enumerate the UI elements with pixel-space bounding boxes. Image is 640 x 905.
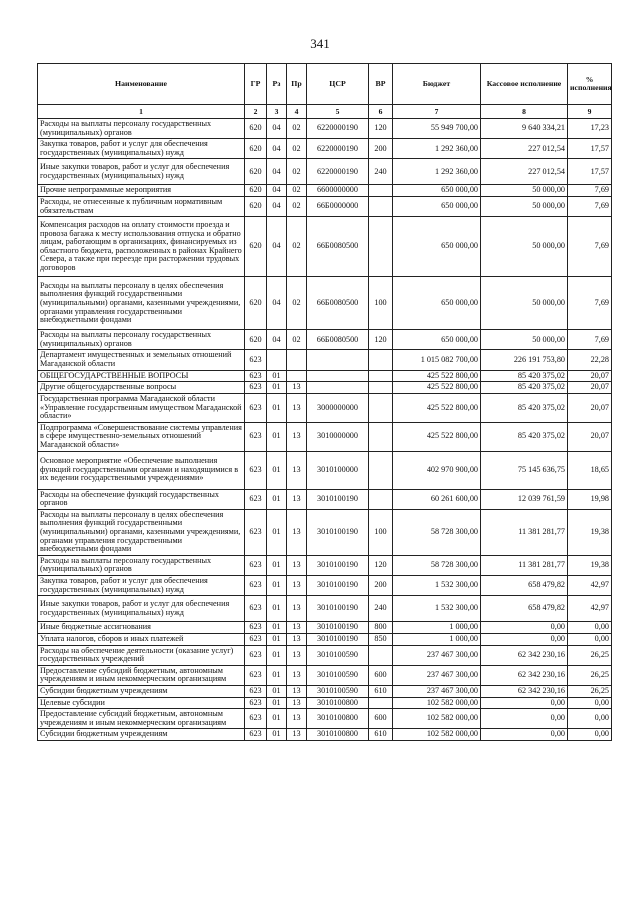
cell-name: Расходы на выплаты персоналу в целях обеспечения выполнения функций государственными (муниципальными) органами, казенными учреждениями, органами управления государственными внебюджетными фондами	[38, 509, 245, 555]
cell-csr: 3010100590	[307, 645, 369, 665]
cell-pr	[287, 370, 307, 382]
table-row	[38, 185, 612, 197]
cell-pr: 13	[287, 422, 307, 451]
cell-pr: 13	[287, 489, 307, 509]
cell-gr: 623	[245, 509, 267, 555]
cell-cash: 227 012,54	[481, 159, 568, 185]
cell-name: Иные бюджетные ассигнования	[38, 622, 245, 634]
cell-rz: 01	[267, 382, 287, 394]
cell-name: Иные закупки товаров, работ и услуг для обеспечения государственных (муниципальных) нужд	[38, 596, 245, 622]
cell-csr: 3010100590	[307, 665, 369, 685]
cell-rz: 01	[267, 709, 287, 729]
cell-gr: 620	[245, 277, 267, 330]
cell-gr: 623	[245, 555, 267, 575]
cell-rz: 01	[267, 697, 287, 709]
col-number: 7	[393, 105, 481, 119]
cell-csr: 66Б0000000	[307, 197, 369, 217]
cell-cash: 0,00	[481, 729, 568, 741]
cell-cash: 85 420 375,02	[481, 382, 568, 394]
cell-csr: 6220000190	[307, 119, 369, 139]
cell-pct: 19,98	[568, 489, 612, 509]
cell-pct: 17,57	[568, 139, 612, 159]
cell-gr: 620	[245, 217, 267, 277]
col-header-csr: ЦСР	[307, 64, 369, 105]
cell-csr: 3010100800	[307, 709, 369, 729]
cell-csr: 6220000190	[307, 159, 369, 185]
table-row	[38, 330, 612, 350]
cell-cash: 85 420 375,02	[481, 370, 568, 382]
table-row	[38, 685, 612, 697]
table-row	[38, 350, 612, 370]
cell-csr: 3010100190	[307, 633, 369, 645]
cell-vr	[369, 382, 393, 394]
cell-budget: 1 292 360,00	[393, 159, 481, 185]
cell-cash: 0,00	[481, 633, 568, 645]
cell-gr: 620	[245, 119, 267, 139]
cell-cash: 658 479,82	[481, 596, 568, 622]
cell-pct: 20,07	[568, 382, 612, 394]
cell-rz: 04	[267, 277, 287, 330]
table-body	[38, 119, 612, 741]
cell-cash: 50 000,00	[481, 185, 568, 197]
cell-budget: 650 000,00	[393, 197, 481, 217]
cell-name: Целевые субсидии	[38, 697, 245, 709]
cell-rz	[267, 350, 287, 370]
cell-pr: 13	[287, 596, 307, 622]
col-header-pct: % исполнения	[568, 64, 612, 105]
cell-name: ОБЩЕГОСУДАРСТВЕННЫЕ ВОПРОСЫ	[38, 370, 245, 382]
cell-rz: 01	[267, 729, 287, 741]
table-row	[38, 555, 612, 575]
cell-budget: 425 522 800,00	[393, 382, 481, 394]
table-row	[38, 709, 612, 729]
cell-gr: 623	[245, 370, 267, 382]
cell-cash: 75 145 636,75	[481, 451, 568, 489]
table-row	[38, 729, 612, 741]
col-header-pr: Пр	[287, 64, 307, 105]
col-header-gr: ГР	[245, 64, 267, 105]
cell-pr: 13	[287, 645, 307, 665]
cell-cash: 62 342 230,16	[481, 645, 568, 665]
cell-vr: 800	[369, 622, 393, 634]
cell-pr: 13	[287, 633, 307, 645]
cell-pr: 02	[287, 277, 307, 330]
cell-name: Субсидии бюджетным учреждениям	[38, 729, 245, 741]
cell-csr	[307, 350, 369, 370]
table-row	[38, 645, 612, 665]
cell-pct: 19,38	[568, 509, 612, 555]
header-row	[38, 64, 612, 105]
cell-name: Расходы, не отнесенные к публичным нормативным обязательствам	[38, 197, 245, 217]
cell-pct: 20,07	[568, 370, 612, 382]
cell-budget: 237 467 300,00	[393, 665, 481, 685]
cell-budget: 1 292 360,00	[393, 139, 481, 159]
table-row	[38, 119, 612, 139]
cell-cash: 227 012,54	[481, 139, 568, 159]
cell-rz: 04	[267, 330, 287, 350]
cell-budget: 237 467 300,00	[393, 685, 481, 697]
cell-name: Основное мероприятие «Обеспечение выполнения функций государственными органами и находящимися в их ведении государственными учреждениями»	[38, 451, 245, 489]
cell-pr: 13	[287, 393, 307, 422]
cell-vr	[369, 185, 393, 197]
cell-vr	[369, 370, 393, 382]
cell-gr: 620	[245, 197, 267, 217]
cell-rz: 01	[267, 370, 287, 382]
cell-csr: 3010100190	[307, 489, 369, 509]
cell-pct: 26,25	[568, 685, 612, 697]
cell-gr: 623	[245, 350, 267, 370]
cell-name: Предоставление субсидий бюджетным, автономным учреждениям и иным некоммерческим организациям	[38, 665, 245, 685]
cell-gr: 623	[245, 451, 267, 489]
cell-name: Расходы на обеспечение функций государственных органов	[38, 489, 245, 509]
cell-cash: 226 191 753,80	[481, 350, 568, 370]
cell-gr: 620	[245, 139, 267, 159]
cell-pct: 0,00	[568, 633, 612, 645]
cell-name: Закупка товаров, работ и услуг для обеспечения государственных (муниципальных) нужд	[38, 139, 245, 159]
cell-pr: 02	[287, 185, 307, 197]
cell-pct: 17,57	[568, 159, 612, 185]
cell-csr: 66Б0080500	[307, 330, 369, 350]
col-header-vr: ВР	[369, 64, 393, 105]
cell-pct: 22,28	[568, 350, 612, 370]
cell-vr	[369, 451, 393, 489]
cell-gr: 623	[245, 685, 267, 697]
cell-name: Субсидии бюджетным учреждениям	[38, 685, 245, 697]
cell-gr: 623	[245, 729, 267, 741]
cell-cash: 11 381 281,77	[481, 555, 568, 575]
col-number: 1	[38, 105, 245, 119]
cell-pr: 13	[287, 509, 307, 555]
cell-csr: 3010100000	[307, 451, 369, 489]
cell-cash: 658 479,82	[481, 576, 568, 596]
table-row	[38, 422, 612, 451]
col-number: 3	[267, 105, 287, 119]
cell-vr	[369, 350, 393, 370]
cell-cash: 85 420 375,02	[481, 422, 568, 451]
cell-pct: 20,07	[568, 393, 612, 422]
cell-cash: 50 000,00	[481, 330, 568, 350]
cell-vr: 600	[369, 709, 393, 729]
cell-cash: 62 342 230,16	[481, 685, 568, 697]
table-row	[38, 159, 612, 185]
cell-pr: 13	[287, 382, 307, 394]
cell-gr: 623	[245, 489, 267, 509]
cell-budget: 60 261 600,00	[393, 489, 481, 509]
cell-name: Расходы на выплаты персоналу в целях обеспечения выполнения функций государственными (муниципальными) органами, казенными учреждениями, органами управления государственными внебюджетными фондами	[38, 277, 245, 330]
cell-csr: 3010100800	[307, 729, 369, 741]
cell-budget: 102 582 000,00	[393, 697, 481, 709]
table-row	[38, 697, 612, 709]
col-number: 9	[568, 105, 612, 119]
cell-gr: 623	[245, 645, 267, 665]
cell-rz: 04	[267, 139, 287, 159]
table-row	[38, 633, 612, 645]
cell-gr: 623	[245, 382, 267, 394]
cell-csr	[307, 382, 369, 394]
cell-budget: 402 970 900,00	[393, 451, 481, 489]
cell-pr: 13	[287, 451, 307, 489]
table-row	[38, 217, 612, 277]
cell-rz: 01	[267, 555, 287, 575]
cell-rz: 01	[267, 489, 287, 509]
cell-gr: 623	[245, 422, 267, 451]
cell-name: Расходы на выплаты персоналу государственных (муниципальных) органов	[38, 330, 245, 350]
cell-vr: 200	[369, 139, 393, 159]
cell-pct: 7,69	[568, 330, 612, 350]
cell-vr	[369, 645, 393, 665]
cell-gr: 623	[245, 622, 267, 634]
cell-rz: 04	[267, 119, 287, 139]
budget-table	[37, 63, 612, 741]
cell-gr: 623	[245, 576, 267, 596]
cell-csr	[307, 370, 369, 382]
cell-vr: 200	[369, 576, 393, 596]
cell-pr: 02	[287, 197, 307, 217]
cell-csr: 6600000000	[307, 185, 369, 197]
cell-vr	[369, 197, 393, 217]
cell-vr: 850	[369, 633, 393, 645]
cell-vr: 100	[369, 277, 393, 330]
cell-cash: 11 381 281,77	[481, 509, 568, 555]
col-number: 5	[307, 105, 369, 119]
cell-budget: 1 532 300,00	[393, 576, 481, 596]
cell-budget: 650 000,00	[393, 185, 481, 197]
cell-name: Иные закупки товаров, работ и услуг для обеспечения государственных (муниципальных) нужд	[38, 159, 245, 185]
table-row	[38, 665, 612, 685]
cell-pr: 02	[287, 139, 307, 159]
cell-cash: 62 342 230,16	[481, 665, 568, 685]
cell-csr: 66Б0080500	[307, 277, 369, 330]
cell-csr: 3010100800	[307, 697, 369, 709]
cell-rz: 01	[267, 596, 287, 622]
cell-name: Закупка товаров, работ и услуг для обеспечения государственных (муниципальных) нужд	[38, 576, 245, 596]
cell-rz: 04	[267, 185, 287, 197]
cell-pct: 0,00	[568, 709, 612, 729]
cell-pct: 0,00	[568, 622, 612, 634]
cell-csr: 6220000190	[307, 139, 369, 159]
cell-pr: 13	[287, 665, 307, 685]
cell-cash: 9 640 334,21	[481, 119, 568, 139]
cell-rz: 04	[267, 217, 287, 277]
cell-pct: 26,25	[568, 665, 612, 685]
cell-vr	[369, 489, 393, 509]
cell-cash: 12 039 761,59	[481, 489, 568, 509]
cell-pct: 7,69	[568, 277, 612, 330]
cell-cash: 0,00	[481, 709, 568, 729]
cell-budget: 425 522 800,00	[393, 370, 481, 382]
cell-budget: 55 949 700,00	[393, 119, 481, 139]
cell-rz: 01	[267, 393, 287, 422]
col-number: 4	[287, 105, 307, 119]
table-row	[38, 622, 612, 634]
cell-csr: 3010100190	[307, 596, 369, 622]
col-header-cash: Кассовое исполнение	[481, 64, 568, 105]
table-row	[38, 197, 612, 217]
cell-rz: 01	[267, 665, 287, 685]
cell-pr: 02	[287, 217, 307, 277]
cell-pr: 02	[287, 159, 307, 185]
table-row	[38, 277, 612, 330]
cell-budget: 1 015 082 700,00	[393, 350, 481, 370]
cell-gr: 620	[245, 330, 267, 350]
cell-budget: 58 728 300,00	[393, 555, 481, 575]
cell-vr: 240	[369, 159, 393, 185]
cell-budget: 237 467 300,00	[393, 645, 481, 665]
cell-gr: 623	[245, 709, 267, 729]
cell-csr: 3010000000	[307, 422, 369, 451]
cell-budget: 425 522 800,00	[393, 393, 481, 422]
cell-vr	[369, 393, 393, 422]
cell-pct: 19,38	[568, 555, 612, 575]
cell-name: Департамент имущественных и земельных отношений Магаданской области	[38, 350, 245, 370]
table-row	[38, 576, 612, 596]
cell-pct: 7,69	[568, 217, 612, 277]
cell-vr: 240	[369, 596, 393, 622]
cell-name: Расходы на выплаты персоналу государственных (муниципальных) органов	[38, 119, 245, 139]
cell-pct: 0,00	[568, 729, 612, 741]
cell-cash: 0,00	[481, 697, 568, 709]
cell-pct: 17,23	[568, 119, 612, 139]
cell-budget: 425 522 800,00	[393, 422, 481, 451]
cell-name: Предоставление субсидий бюджетным, автономным учреждениям и иным некоммерческим организациям	[38, 709, 245, 729]
cell-vr	[369, 217, 393, 277]
cell-rz: 01	[267, 645, 287, 665]
col-number: 2	[245, 105, 267, 119]
cell-pr: 13	[287, 729, 307, 741]
cell-budget: 102 582 000,00	[393, 709, 481, 729]
cell-pct: 7,69	[568, 197, 612, 217]
cell-csr: 66Б0080500	[307, 217, 369, 277]
cell-name: Расходы на выплаты персоналу государственных (муниципальных) органов	[38, 555, 245, 575]
cell-vr: 120	[369, 330, 393, 350]
cell-gr: 623	[245, 633, 267, 645]
table-row	[38, 393, 612, 422]
cell-pct: 0,00	[568, 697, 612, 709]
cell-pct: 26,25	[568, 645, 612, 665]
cell-csr: 3000000000	[307, 393, 369, 422]
cell-gr: 623	[245, 697, 267, 709]
table-row	[38, 382, 612, 394]
column-number-row	[38, 105, 612, 119]
cell-vr: 600	[369, 665, 393, 685]
cell-vr: 100	[369, 509, 393, 555]
cell-gr: 620	[245, 185, 267, 197]
cell-csr: 3010100590	[307, 685, 369, 697]
cell-vr	[369, 697, 393, 709]
cell-vr: 610	[369, 685, 393, 697]
cell-cash: 50 000,00	[481, 277, 568, 330]
cell-budget: 1 532 300,00	[393, 596, 481, 622]
col-header-rz: Рз	[267, 64, 287, 105]
cell-vr: 120	[369, 555, 393, 575]
cell-budget: 1 000,00	[393, 622, 481, 634]
table-row	[38, 509, 612, 555]
cell-csr: 3010100190	[307, 622, 369, 634]
cell-pr: 13	[287, 697, 307, 709]
cell-pr: 13	[287, 685, 307, 697]
cell-rz: 01	[267, 451, 287, 489]
cell-csr: 3010100190	[307, 576, 369, 596]
cell-cash: 50 000,00	[481, 217, 568, 277]
cell-name: Подпрограмма «Совершенствование системы управления в сфере имущественно-земельных отношений Магаданской области»	[38, 422, 245, 451]
cell-name: Уплата налогов, сборов и иных платежей	[38, 633, 245, 645]
cell-pr: 13	[287, 709, 307, 729]
table-row	[38, 451, 612, 489]
cell-gr: 623	[245, 596, 267, 622]
cell-pr: 13	[287, 622, 307, 634]
cell-rz: 01	[267, 422, 287, 451]
cell-budget: 58 728 300,00	[393, 509, 481, 555]
cell-cash: 0,00	[481, 622, 568, 634]
cell-vr	[369, 422, 393, 451]
cell-budget: 650 000,00	[393, 277, 481, 330]
cell-rz: 01	[267, 622, 287, 634]
cell-cash: 50 000,00	[481, 197, 568, 217]
col-header-name: Наименование	[38, 64, 245, 105]
cell-pct: 18,65	[568, 451, 612, 489]
cell-gr: 623	[245, 665, 267, 685]
cell-rz: 04	[267, 197, 287, 217]
cell-pct: 20,07	[568, 422, 612, 451]
cell-gr: 620	[245, 159, 267, 185]
cell-pr	[287, 350, 307, 370]
cell-rz: 01	[267, 576, 287, 596]
cell-pct: 42,97	[568, 596, 612, 622]
cell-pr: 02	[287, 330, 307, 350]
cell-pr: 13	[287, 555, 307, 575]
cell-name: Другие общегосударственные вопросы	[38, 382, 245, 394]
table-row	[38, 596, 612, 622]
cell-rz: 01	[267, 633, 287, 645]
cell-name: Прочие непрограммные мероприятия	[38, 185, 245, 197]
cell-pct: 42,97	[568, 576, 612, 596]
cell-gr: 623	[245, 393, 267, 422]
cell-budget: 650 000,00	[393, 330, 481, 350]
cell-budget: 102 582 000,00	[393, 729, 481, 741]
cell-vr: 610	[369, 729, 393, 741]
cell-name: Государственная программа Магаданской области «Управление государственным имуществом Магаданской области»	[38, 393, 245, 422]
cell-csr: 3010100190	[307, 555, 369, 575]
cell-budget: 650 000,00	[393, 217, 481, 277]
cell-vr: 120	[369, 119, 393, 139]
table-row	[38, 370, 612, 382]
page-number: 341	[310, 36, 330, 51]
cell-name: Расходы на обеспечение деятельности (оказание услуг) государственных учреждений	[38, 645, 245, 665]
cell-pct: 7,69	[568, 185, 612, 197]
cell-name: Компенсация расходов на оплату стоимости проезда и провоза багажа к месту использования отпуска и обратно лицам, работающим в организациях, финансируемых из областного бюджета, расположенных в районах Крайнего Севера, а также при переезде при расторжении трудовых договоров	[38, 217, 245, 277]
col-header-budget: Бюджет	[393, 64, 481, 105]
col-number: 6	[369, 105, 393, 119]
cell-cash: 85 420 375,02	[481, 393, 568, 422]
cell-pr: 13	[287, 576, 307, 596]
cell-rz: 04	[267, 159, 287, 185]
cell-rz: 01	[267, 685, 287, 697]
table-row	[38, 489, 612, 509]
cell-csr: 3010100190	[307, 509, 369, 555]
cell-rz: 01	[267, 509, 287, 555]
cell-budget: 1 000,00	[393, 633, 481, 645]
col-number: 8	[481, 105, 568, 119]
cell-pr: 02	[287, 119, 307, 139]
table-row	[38, 139, 612, 159]
